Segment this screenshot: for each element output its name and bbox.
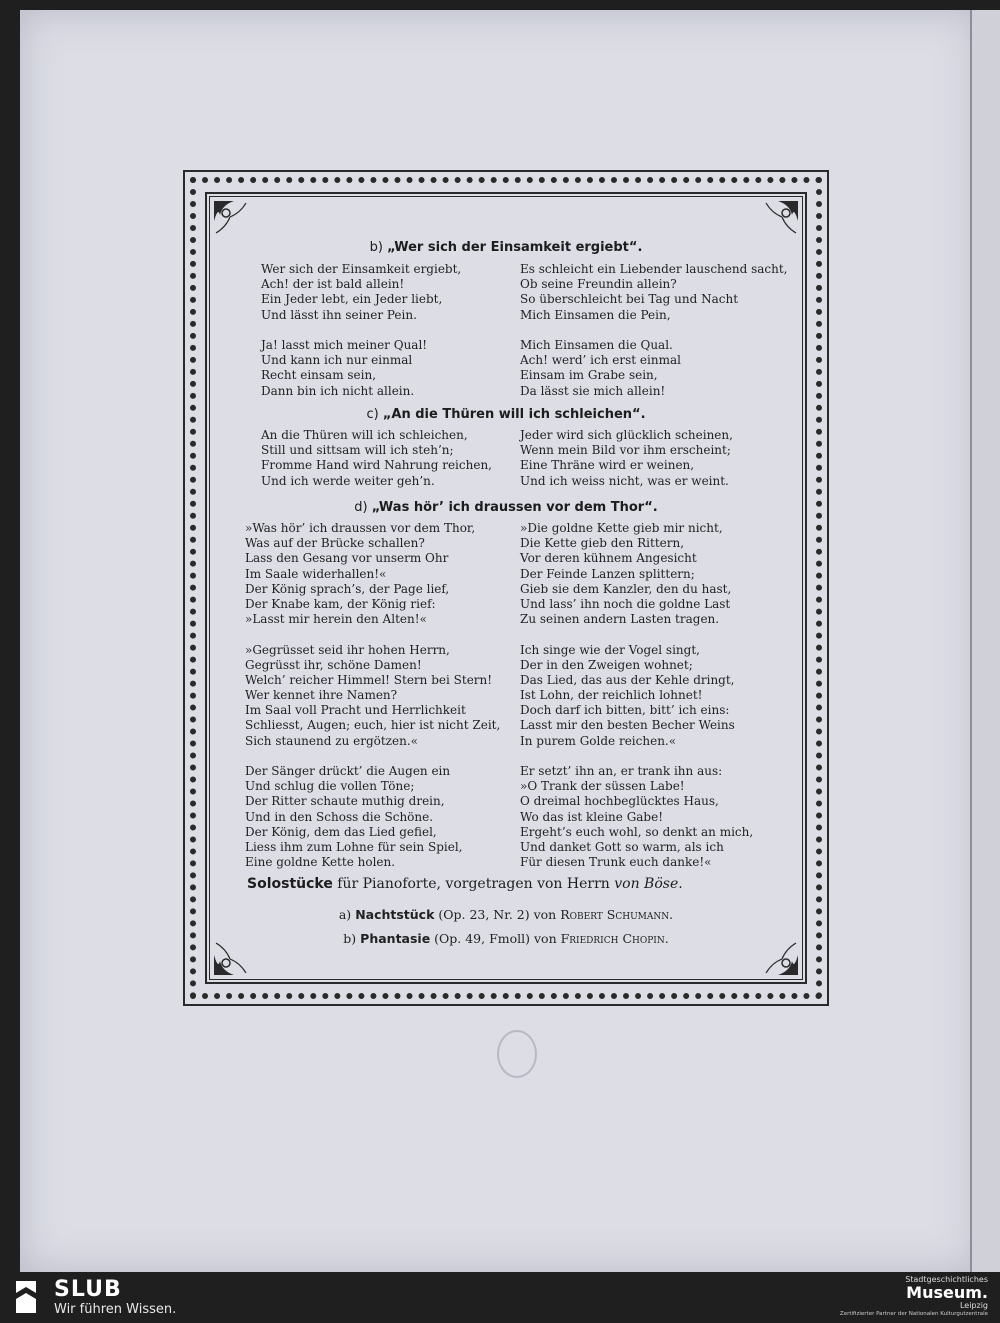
poem-line: Dann bin ich nicht allein. xyxy=(261,383,415,398)
museum-city: Leipzig xyxy=(959,1301,988,1310)
song-c-left-column xyxy=(261,428,492,489)
poem-line: Und lässt ihn seiner Pein. xyxy=(261,307,417,322)
poem-line: Was auf der Brücke schallen? xyxy=(245,536,425,551)
song-d-heading xyxy=(220,500,792,515)
poem-line: Vor deren kühnem Angesicht xyxy=(520,551,697,566)
poem-line: Der König sprach’s, der Page lief, xyxy=(245,581,450,596)
poem-line: Das Lied, das aus der Kehle dringt, xyxy=(520,672,735,687)
poem-line: Der König, dem das Lied gefiel, xyxy=(245,824,437,839)
poem-line: Mich Einsamen die Qual. xyxy=(520,337,673,352)
song-d-label: d) xyxy=(354,500,368,515)
poem-line: Still und sittsam will ich steh’n; xyxy=(261,443,454,458)
poem-line: »Gegrüsset seid ihr hohen Herrn, xyxy=(245,642,450,657)
poem-line: Ob seine Freundin allein? xyxy=(520,277,677,292)
poem-line: Ergeht’s euch wohl, so denkt an mich, xyxy=(520,824,754,839)
next-page-edge xyxy=(972,10,1000,1272)
poem-line xyxy=(520,749,753,764)
item-b-label: b) xyxy=(343,931,357,946)
corner-ornament-icon xyxy=(212,199,252,239)
poem-line: Wo das ist kleine Gabe! xyxy=(520,809,664,824)
poem-line: Wer kennet ihre Namen? xyxy=(245,688,398,703)
song-b-label: b) xyxy=(369,240,383,255)
poem-line: Ach! der ist bald allein! xyxy=(261,277,405,292)
footer-bar xyxy=(0,1272,1000,1323)
poem-line: Der Ritter schaute muthig drein, xyxy=(245,794,445,809)
poem-line: An die Thüren will ich schleichen, xyxy=(261,428,468,442)
item-b-end: . xyxy=(664,931,669,946)
poem-line: Und lass’ ihn noch die goldne Last xyxy=(520,596,731,611)
poem-line: Gegrüsst ihr, schöne Damen! xyxy=(245,657,422,672)
poem-line: In purem Golde reichen.« xyxy=(520,733,677,748)
poem-line: Und ich werde weiter geh’n. xyxy=(261,473,435,488)
poem-line: Er setzt’ ihn an, er trank ihn aus: xyxy=(520,764,723,778)
poem-line: »Die goldne Kette gieb mir nicht, xyxy=(520,521,723,535)
poem-line: Und danket Gott so warm, als ich xyxy=(520,839,724,854)
poem-line: Wer sich der Einsamkeit ergiebt, xyxy=(261,262,462,276)
poem-line: Lass den Gesang vor unserm Ohr xyxy=(245,551,449,566)
poem-line: Wenn mein Bild vor ihm erscheint; xyxy=(520,443,731,458)
embossed-stamp xyxy=(497,1030,537,1078)
poem-line: Gieb sie dem Kanzler, den du hast, xyxy=(520,581,732,596)
solo-title-bold: Solostücke xyxy=(247,876,333,892)
poem-line: Der Sänger drückt’ die Augen ein xyxy=(245,764,451,778)
museum-top-line: Stadtgeschichtliches xyxy=(905,1275,988,1284)
program-item-b xyxy=(210,931,802,946)
poem-line: Doch darf ich bitten, bitt’ ich eins: xyxy=(520,703,730,718)
museum-certification: Zertifizierter Partner der Nationalen Kulturgutzentrale xyxy=(839,1311,988,1317)
poem-line: Lasst mir den besten Becher Weins xyxy=(520,718,735,733)
program-item-a xyxy=(210,907,802,922)
poem-line: Es schleicht ein Liebender lauschend sacht, xyxy=(520,262,788,276)
corner-ornament-icon xyxy=(760,199,800,239)
item-a-title: Nachtstück xyxy=(355,907,435,922)
item-a-label: a) xyxy=(338,907,352,922)
poem-line: Und ich weiss nicht, was er weint. xyxy=(520,473,729,488)
poem-line: Für diesen Trunk euch danke!« xyxy=(520,855,712,870)
poem-line: »O Trank der süssen Labe! xyxy=(520,779,685,794)
item-a-end: . xyxy=(669,907,674,922)
poem-line: »Was hör’ ich draussen vor dem Thor, xyxy=(245,521,476,535)
song-c-title: „An die Thüren will ich schleichen“. xyxy=(382,407,646,422)
item-b-title: Phantasie xyxy=(360,931,431,946)
poem-line: »Lasst mir herein den Alten!« xyxy=(245,612,427,627)
poem-line xyxy=(261,323,461,338)
song-d-title: „Was hör’ ich draussen vor dem Thor“. xyxy=(371,500,658,515)
solo-pieces-title xyxy=(247,876,683,892)
song-b-title: „Wer sich der Einsamkeit ergiebt“. xyxy=(387,240,643,255)
poem-line: O dreimal hochbeglücktes Haus, xyxy=(520,794,719,809)
item-a-opus: (Op. 23, Nr. 2) von xyxy=(434,907,561,922)
song-c-label: c) xyxy=(366,407,379,422)
song-d-left-column xyxy=(245,521,500,870)
song-b-left-column xyxy=(261,262,461,399)
solo-title-rest: für Pianoforte, vorgetragen von Herrn xyxy=(332,876,615,892)
poem-line xyxy=(520,627,753,642)
poem-line: Jeder wird sich glücklich scheinen, xyxy=(520,428,733,442)
poem-line: Liess ihm zum Lohne für sein Spiel, xyxy=(245,839,463,854)
poem-line: Und kann ich nur einmal xyxy=(261,353,413,368)
slub-name: SLUB xyxy=(54,1277,122,1302)
poem-line: Schliesst, Augen; euch, hier ist nicht Zeit, xyxy=(245,718,501,733)
poem-line xyxy=(245,749,500,764)
museum-name: Museum. xyxy=(906,1283,988,1302)
song-c-heading xyxy=(220,407,792,422)
song-b-right-column xyxy=(520,262,788,399)
solo-performer: von Böse xyxy=(614,876,679,892)
poem-line: Recht einsam sein, xyxy=(261,368,377,383)
poem-line: Welch’ reicher Himmel! Stern bei Stern! xyxy=(245,672,493,687)
poem-line xyxy=(245,627,500,642)
poem-line: Der Feinde Lanzen splittern; xyxy=(520,566,695,581)
slub-logo-icon xyxy=(12,1279,40,1315)
poem-line: Ja! lasst mich meiner Qual! xyxy=(261,337,428,352)
poem-line: Ach! werd’ ich erst einmal xyxy=(520,353,681,368)
poem-line xyxy=(520,323,788,338)
poem-line: Ist Lohn, der reichlich lohnet! xyxy=(520,688,703,703)
poem-line: Ein Jeder lebt, ein Jeder liebt, xyxy=(261,292,443,307)
solo-title-end: . xyxy=(678,876,683,892)
poem-line: Eine Thräne wird er weinen, xyxy=(520,458,695,473)
slub-tagline: Wir führen Wissen. xyxy=(54,1302,177,1317)
poem-line: Sich staunend zu ergötzen.« xyxy=(245,733,418,748)
song-d-right-column xyxy=(520,521,753,870)
poem-line: Im Saale widerhallen!« xyxy=(245,566,387,581)
poem-line: Fromme Hand wird Nahrung reichen, xyxy=(261,458,492,473)
poem-line: Ich singe wie der Vogel singt, xyxy=(520,642,700,657)
item-b-opus: (Op. 49, Fmoll) von xyxy=(430,931,561,946)
poem-line: Die Kette gieb den Rittern, xyxy=(520,536,685,551)
song-c-right-column xyxy=(520,428,733,489)
poem-line: Einsam im Grabe sein, xyxy=(520,368,658,383)
poem-line: Mich Einsamen die Pein, xyxy=(520,307,671,322)
poem-line: Zu seinen andern Lasten tragen. xyxy=(520,612,720,627)
item-b-composer: Friedrich Chopin xyxy=(560,931,665,946)
poem-line: So überschleicht bei Tag und Nacht xyxy=(520,292,739,307)
poem-line: Der in den Zweigen wohnet; xyxy=(520,657,693,672)
poem-line: Da lässt sie mich allein! xyxy=(520,383,666,398)
item-a-composer: Robert Schumann xyxy=(560,907,670,922)
poem-line: Und in den Schoss die Schöne. xyxy=(245,809,434,824)
poem-line: Eine goldne Kette holen. xyxy=(245,855,396,870)
poem-line: Der Knabe kam, der König rief: xyxy=(245,596,436,611)
poem-line: Und schlug die vollen Töne; xyxy=(245,779,415,794)
poem-line: Im Saal voll Pracht und Herrlichkeit xyxy=(245,703,466,718)
song-b-heading xyxy=(220,240,792,255)
